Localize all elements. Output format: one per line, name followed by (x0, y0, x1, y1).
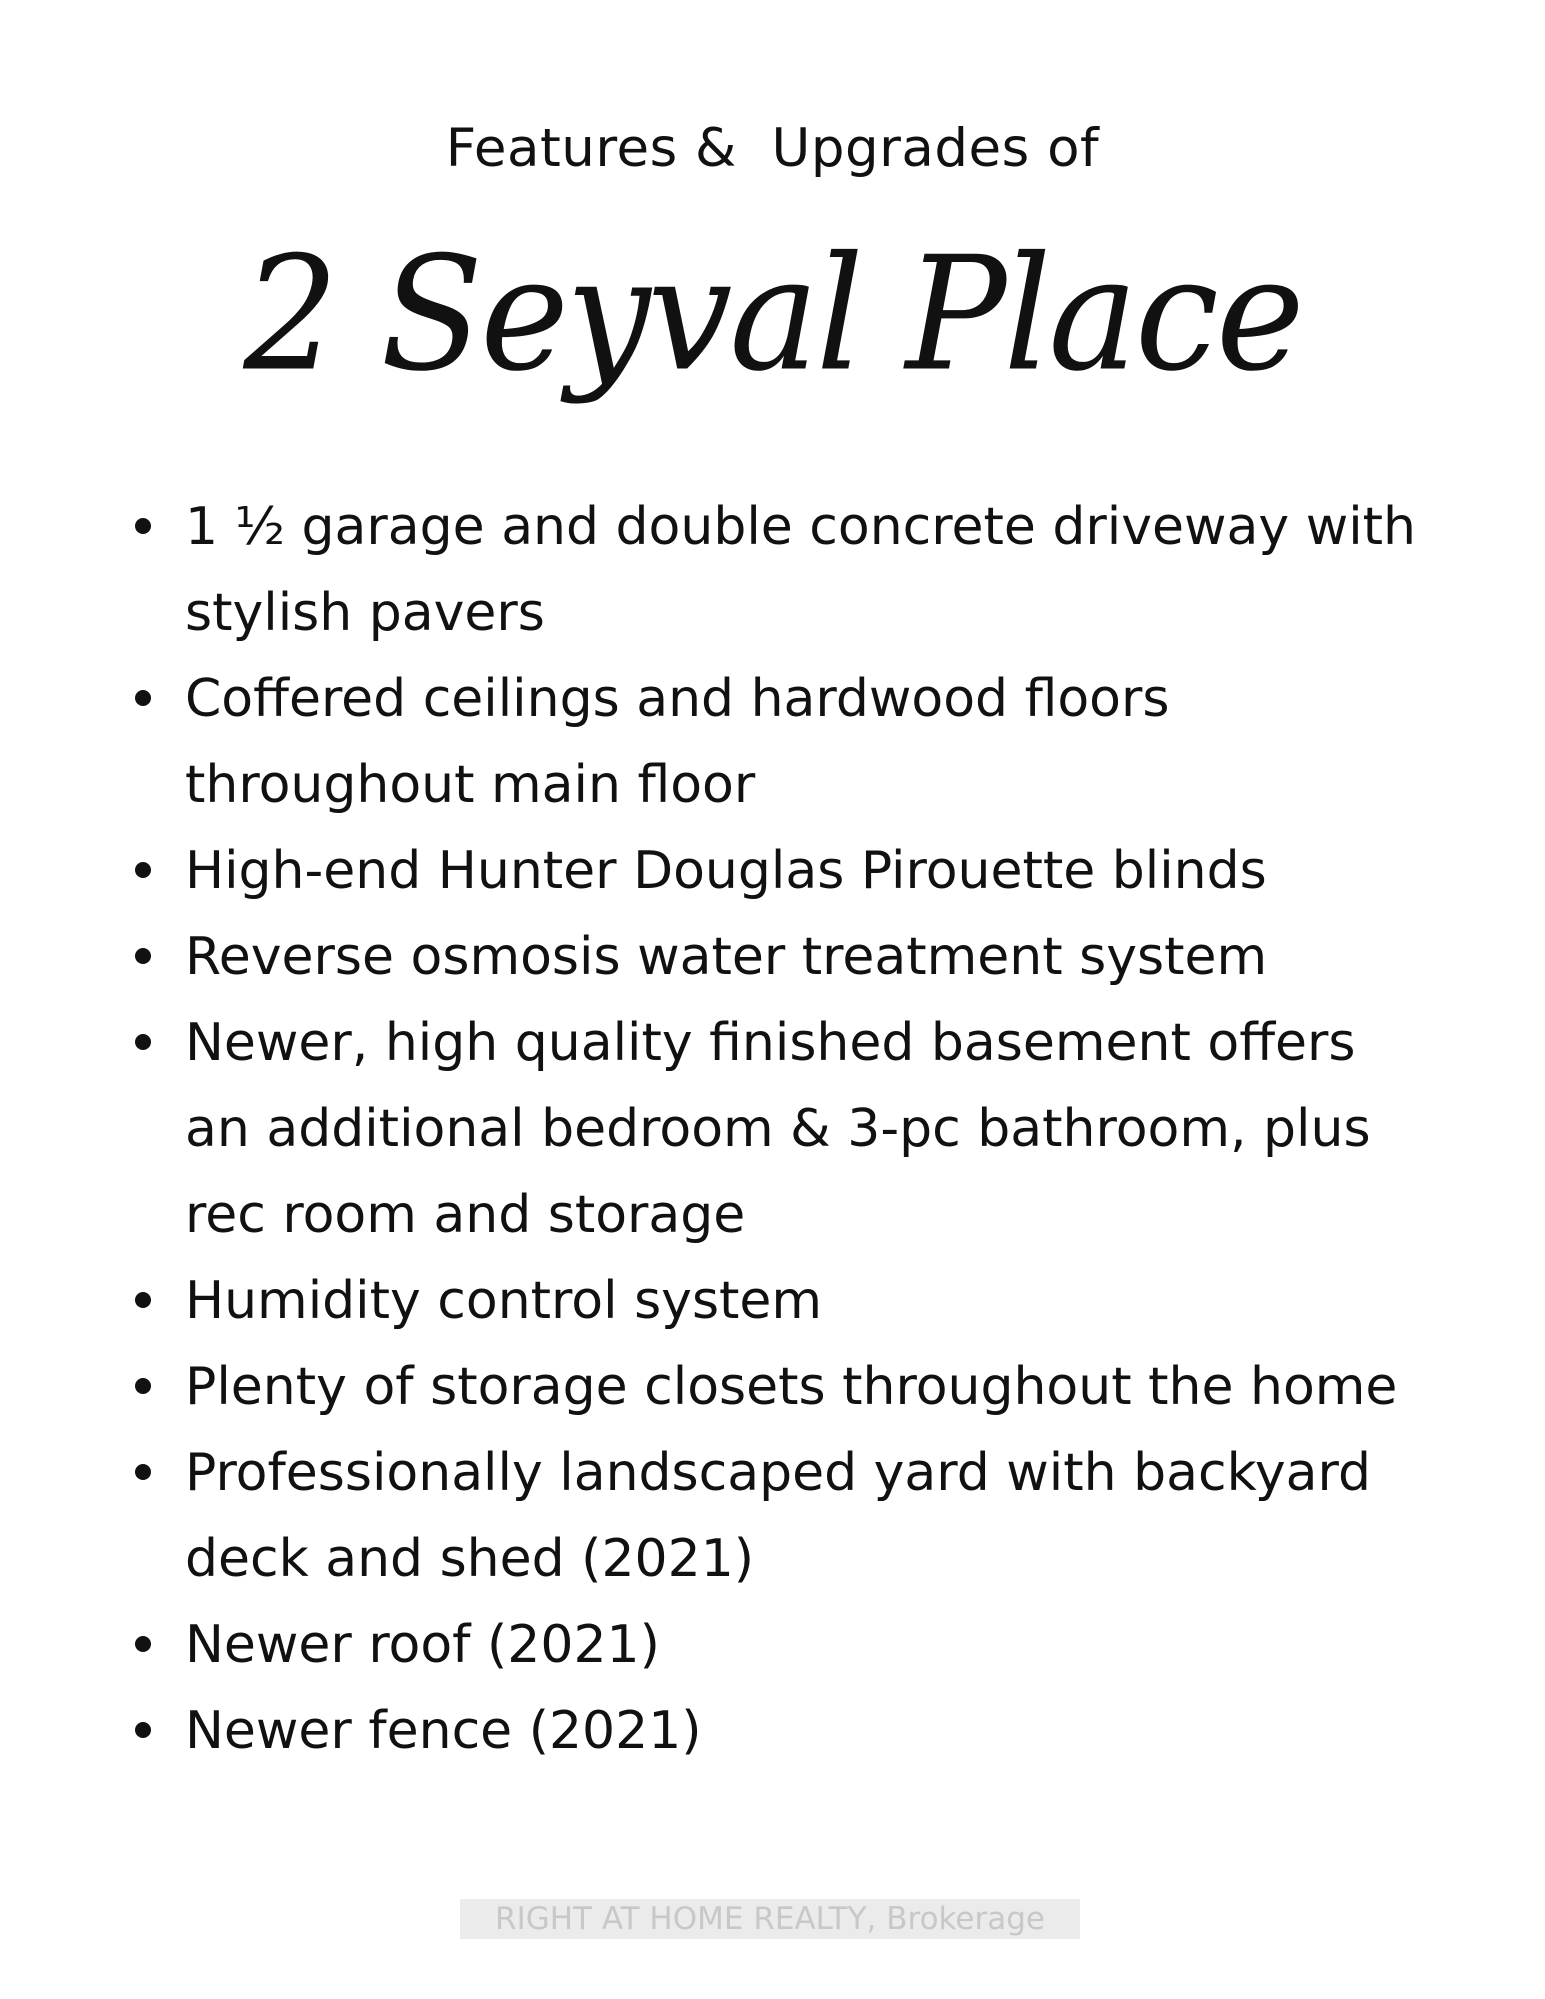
feature-item (135, 1258, 1435, 1344)
feature-item (135, 656, 1435, 828)
bullet-icon (135, 518, 151, 534)
bullet-icon (135, 1292, 151, 1308)
feature-item (135, 1688, 1435, 1774)
feature-text: Plenty of storage closets throughout the home (185, 1357, 1398, 1417)
feature-text: Newer fence (2021) (185, 1701, 702, 1761)
feature-item (135, 828, 1435, 914)
brokerage-watermark: RIGHT AT HOME REALTY, Brokerage (460, 1899, 1080, 1939)
feature-item (135, 1602, 1435, 1688)
feature-item (135, 484, 1435, 656)
bullet-icon (135, 1378, 151, 1394)
feature-text: Newer roof (2021) (185, 1615, 660, 1675)
bullet-icon (135, 1034, 151, 1050)
subtitle: Features & Upgrades of (445, 118, 1100, 179)
feature-text: Coffered ceilings and hardwood floors throughout main floor (185, 669, 1170, 815)
feature-item (135, 914, 1435, 1000)
feature-item (135, 1000, 1435, 1258)
bullet-icon (135, 1464, 151, 1480)
feature-text: 1 ½ garage and double concrete driveway with stylish pavers (185, 497, 1417, 643)
feature-text: Humidity control system (185, 1271, 823, 1331)
bullet-icon (135, 690, 151, 706)
feature-text: High-end Hunter Douglas Pirouette blinds (185, 841, 1267, 901)
feature-text: Reverse osmosis water treatment system (185, 927, 1268, 987)
feature-text: Newer, high quality finished basement offers an additional bedroom & 3-pc bathroom, plus rec room and storage (185, 1013, 1371, 1245)
bullet-icon (135, 948, 151, 964)
feature-list (135, 484, 1435, 1774)
feature-item (135, 1430, 1435, 1602)
feature-text: Professionally landscaped yard with backyard deck and shed (2021) (185, 1443, 1371, 1589)
bullet-icon (135, 1636, 151, 1652)
bullet-icon (135, 862, 151, 878)
property-title: 2 Seyval Place (243, 223, 1302, 407)
feature-item (135, 1344, 1435, 1430)
bullet-icon (135, 1722, 151, 1738)
